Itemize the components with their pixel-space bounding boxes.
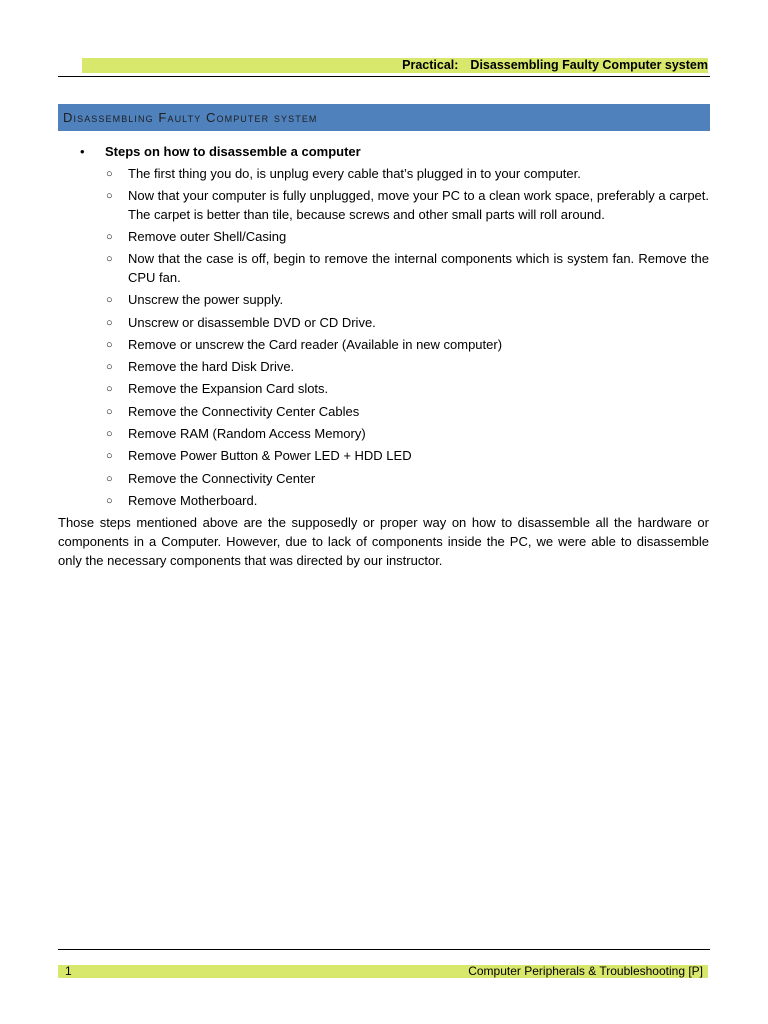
list-item [58,165,709,184]
list-item-text: Unscrew the power supply. [128,292,284,308]
circle-bullet-icon: ○ [106,494,113,507]
circle-bullet-icon: ○ [106,231,113,243]
steps-list [58,165,709,511]
list-item [58,380,709,399]
page-footer [58,949,710,980]
circle-bullet-icon: ○ [106,316,113,329]
document-body [58,143,709,570]
bullet-icon: • [80,144,85,159]
circle-bullet-icon: ○ [106,167,113,180]
list-item-text: Remove the Connectivity Center Cables [128,403,360,419]
list-item-text: Remove the Expansion Card slots. [128,381,329,397]
circle-bullet-icon: ○ [106,405,113,418]
list-item-text: Remove or unscrew the Card reader (Available in new computer) [128,336,503,352]
circle-bullet-icon: ○ [106,428,113,441]
list-item-text: Remove the hard Disk Drive. [128,359,295,375]
footer-title: Computer Peripherals & Troubleshooting [P] [468,964,703,978]
circle-bullet-icon: ○ [106,361,113,374]
list-item-text: Remove Power Button & Power LED + HDD LED [128,448,412,464]
list-item [58,425,709,444]
list-item [58,358,709,377]
circle-bullet-icon: ○ [106,383,113,396]
header-text [402,58,708,73]
circle-bullet-icon: ○ [106,294,113,307]
list-item-text: Remove the Connectivity Center [128,470,316,486]
list-item-text: Unscrew or disassemble DVD or CD Drive. [128,314,376,330]
section-heading-bar [58,104,710,131]
circle-bullet-icon: ○ [106,253,113,266]
list-item [58,447,709,466]
list-heading-item [58,143,709,162]
list-item-text: Now that the case is off, begin to remove the internal components which is system fan. Remove the CPU fan. [128,251,709,285]
list-item [58,228,709,247]
circle-bullet-icon: ○ [106,338,113,351]
circle-bullet-icon: ○ [106,450,113,463]
list-item [58,403,709,422]
list-item [58,336,709,355]
list-item [58,492,709,511]
list-item [58,187,709,224]
list-item [58,470,709,489]
list-item-text: The first thing you do, is unplug every cable that’s plugged in to your computer. [128,165,581,181]
circle-bullet-icon: ○ [106,472,113,485]
circle-bullet-icon: ○ [106,190,113,202]
list-heading: Steps on how to disassemble a computer [105,144,361,159]
list-item-text: Remove Motherboard. [128,492,258,508]
page-number: 1 [65,964,72,978]
list-item-text: Remove RAM (Random Access Memory) [128,426,366,442]
list-item [58,250,709,287]
section-title: Disassembling Faulty Computer system [63,110,318,125]
summary-paragraph: Those steps mentioned above are the supposedly or proper way on how to disassemble all the hardware or components in a Computer. However, due to lack of components inside the PC, we were able to disassemble only the necessary components that was directed by our instructor. [58,515,709,568]
page-header [58,57,710,77]
list-item [58,314,709,333]
header-label: Practical: [402,58,459,72]
header-title: Disassembling Faulty Computer system [470,58,708,72]
list-item-text: Remove outer Shell/Casing [128,229,287,244]
list-item [58,291,709,310]
list-item-text: Now that your computer is fully unplugged, move your PC to a clean work space, preferably a carpet. The carpet is better than tile, because screws and other small parts will roll around. [128,188,709,222]
